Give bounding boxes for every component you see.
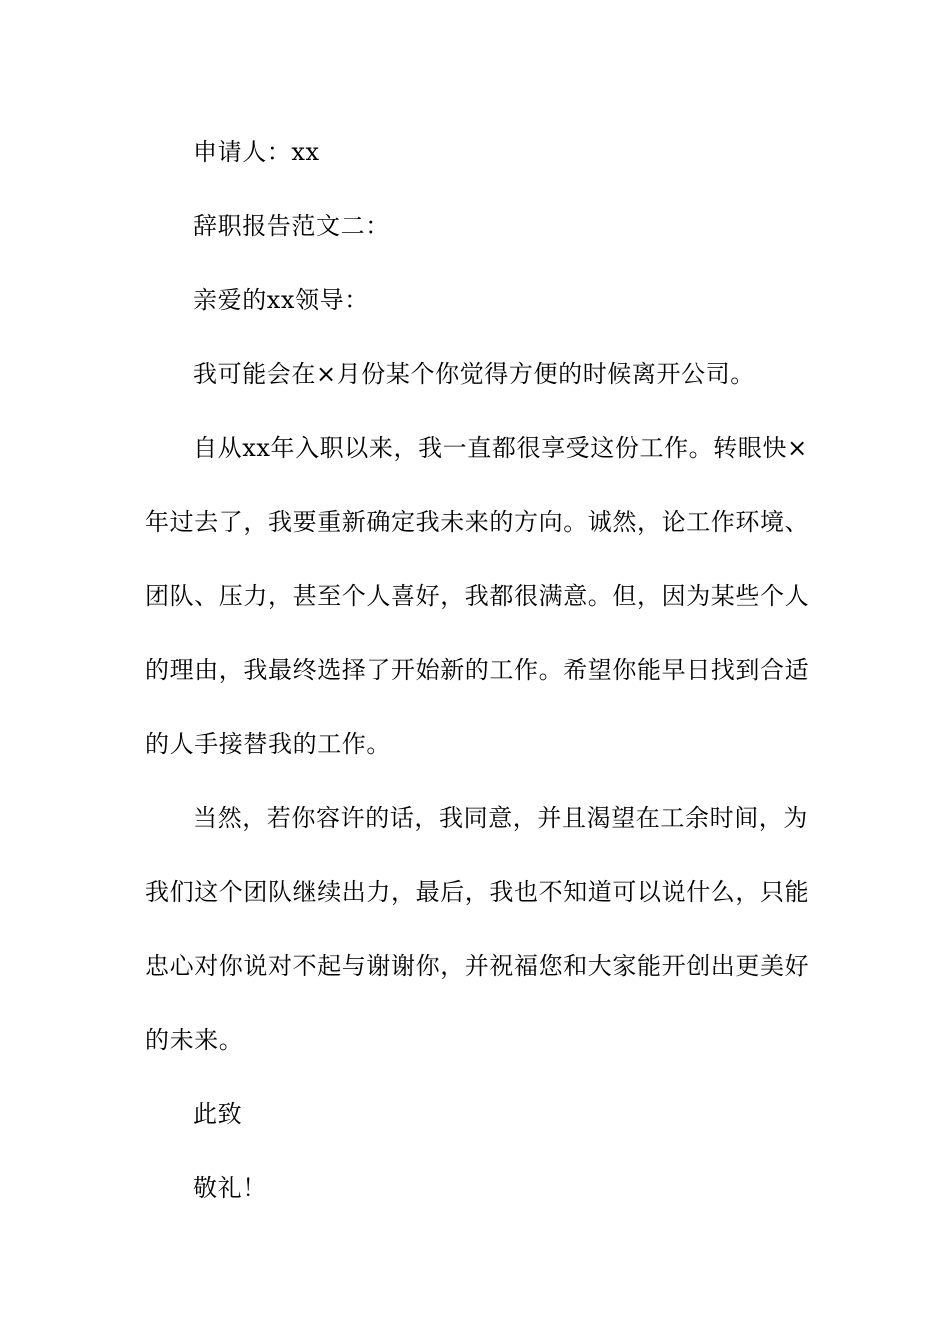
salutation: 亲爱的xx领导： (193, 286, 369, 314)
applicant-line: 申请人：xx (193, 138, 320, 166)
body-paragraph: 自从xx年入职以来，我一直都很享受这份工作。转眼快×年过去了，我要重新确定我未来的方向。诚然，论工作环境、团队、压力，甚至个人喜好，我都很满意。但，因为某些个人的理由，我最终选择了开始新的工作。希望你能早日找到合适的人手接替我的工作。 (145, 434, 810, 758)
section-heading: 辞职报告范文二： (193, 212, 390, 240)
closing-line: 此致 (193, 1100, 243, 1128)
document-body (145, 115, 810, 1225)
body-paragraph: 我可能会在×月份某个你觉得方便的时候离开公司。 (193, 360, 755, 388)
body-paragraph: 当然，若你容许的话，我同意，并且渴望在工余时间，为我们这个团队继续出力，最后，我也不知道可以说什么，只能忠心对你说对不起与谢谢你，并祝福您和大家能开创出更美好的未来。 (145, 804, 810, 1054)
closing-regards: 敬礼！ (193, 1174, 267, 1202)
